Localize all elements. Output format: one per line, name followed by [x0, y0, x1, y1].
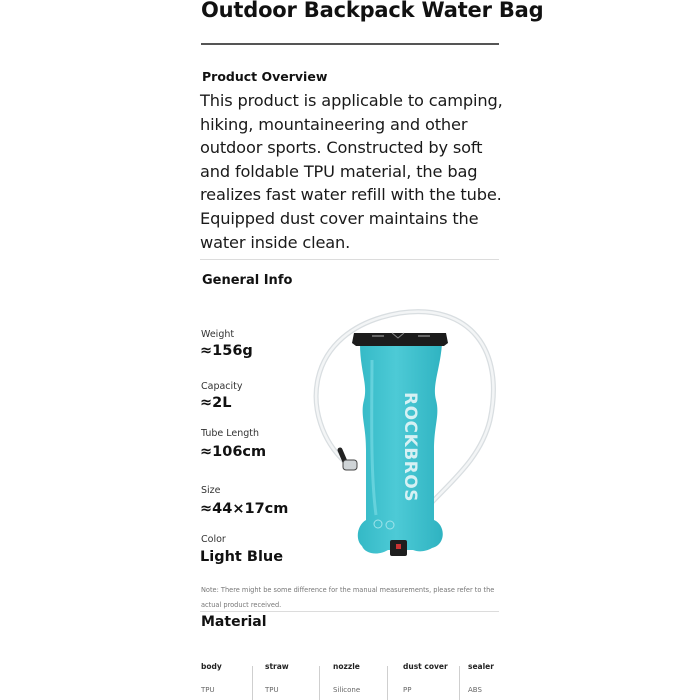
- note-line: actual product received.: [201, 601, 282, 609]
- overview-line: outdoor sports. Constructed by soft: [200, 138, 483, 158]
- material-heading: Material: [201, 614, 267, 630]
- overview-line: Equipped dust cover maintains the: [200, 208, 479, 228]
- material-value: Silicone: [333, 686, 361, 694]
- spec-label-color: Color: [201, 534, 226, 545]
- spec-label-size: Size: [201, 485, 221, 496]
- material-divider: [459, 666, 460, 700]
- brand-text: ROCKBROS: [400, 392, 420, 502]
- spec-label-tube-length: Tube Length: [201, 428, 260, 439]
- spec-value-capacity: ≈2L: [200, 395, 232, 411]
- material-value: ABS: [468, 686, 482, 694]
- overview-line: hiking, mountaineering and other: [200, 114, 468, 134]
- spec-value-tube-length: ≈106cm: [200, 444, 267, 460]
- section-divider: [200, 611, 499, 612]
- spec-value-weight: ≈156g: [200, 343, 253, 359]
- measurement-note: [201, 584, 501, 612]
- title-divider: [201, 43, 499, 45]
- material-name: sealer: [468, 662, 494, 671]
- overview-line: water inside clean.: [200, 232, 351, 252]
- note-line: Note: There might be some difference for the manual measurements, please refer to the: [201, 586, 495, 594]
- material-divider: [319, 666, 320, 700]
- overview-line: and foldable TPU material, the bag: [200, 161, 478, 181]
- overview-description: [200, 89, 505, 254]
- section-divider: [200, 259, 499, 260]
- material-value: TPU: [265, 686, 279, 694]
- overview-heading: Product Overview: [202, 69, 328, 84]
- spec-value-color: Light Blue: [200, 549, 284, 565]
- material-name: straw: [265, 662, 289, 671]
- material-divider: [387, 666, 388, 700]
- overview-line: realizes fast water refill with the tube.: [200, 185, 502, 205]
- page-title: Outdoor Backpack Water Bag: [201, 0, 544, 22]
- overview-line: This product is applicable to camping,: [200, 91, 503, 110]
- material-table: [200, 660, 500, 700]
- spec-value-size: ≈44×17cm: [200, 501, 289, 517]
- material-divider: [252, 666, 253, 700]
- spec-label-capacity: Capacity: [201, 381, 243, 392]
- material-name: body: [201, 662, 222, 671]
- material-name: nozzle: [333, 662, 360, 671]
- material-name: dust cover: [403, 662, 448, 671]
- product-image-water-bag: [300, 300, 500, 580]
- material-value: PP: [403, 686, 412, 694]
- spec-label-weight: Weight: [201, 329, 235, 340]
- material-value: TPU: [201, 686, 215, 694]
- general-info-heading: General Info: [202, 273, 293, 288]
